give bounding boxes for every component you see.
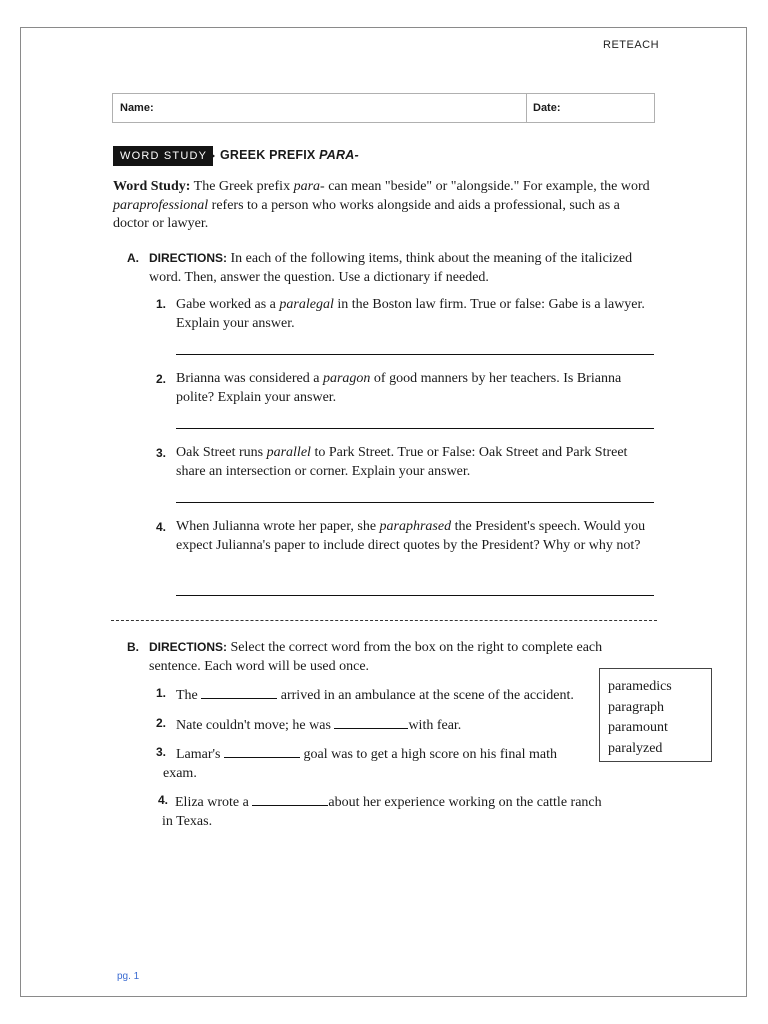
reteach-label: RETEACH: [603, 39, 660, 51]
page-number: pg. 1: [117, 971, 140, 982]
b-item-1-text: The arrived in an ambulance at the scene of the accident.: [176, 684, 606, 706]
tag-arrow-icon: [207, 150, 215, 162]
word-bank-item: paramedics: [608, 679, 672, 694]
a-item-2-number: 2.: [156, 372, 167, 386]
a-item-4-answer-line[interactable]: [176, 595, 654, 596]
b-item-2-number: 2.: [156, 716, 167, 730]
b-item-4-text: Eliza wrote a about her experience working on the cattle ranch in Texas.: [162, 791, 602, 831]
heading-italic: PARA-: [319, 148, 359, 162]
a-item-3-number: 3.: [156, 446, 167, 460]
word-bank-item: paralyzed: [608, 740, 663, 756]
intro-lead: Word Study:: [113, 179, 191, 194]
a-item-2-text: Brianna was considered a paragon of good manners by her teachers. Is Brianna polite? Explain your answer.: [176, 371, 622, 405]
a-item-4-text: When Julianna wrote her paper, she paraphrased the President's speech. Would you expect Julianna's paper to include direct quotes by the President? Why or why not?: [176, 519, 646, 553]
date-label: Date:: [533, 102, 561, 114]
a-item-1-number: 1.: [156, 297, 167, 311]
b-item-1-number: 1.: [156, 686, 167, 700]
a-item-1-answer-line[interactable]: [176, 354, 654, 355]
b-item-3-number: 3.: [156, 745, 167, 759]
b-item-4-number: 4.: [158, 793, 169, 807]
word-study-tag: WORD STUDY: [113, 146, 213, 166]
section-divider: [111, 620, 657, 621]
page-border: [20, 27, 747, 997]
b-item-3-text: Lamar's goal was to get a high score on his final math exam.: [163, 743, 563, 783]
name-date-box: [112, 93, 655, 123]
a-item-1-text: Gabe worked as a paralegal in the Boston law firm. True or false: Gabe is a lawyer. Explain your answer.: [176, 297, 645, 331]
a-item-2-answer-line[interactable]: [176, 428, 654, 429]
a-item-4-number: 4.: [156, 520, 167, 534]
b-item-2-text: Nate couldn't move; he was with fear.: [176, 714, 596, 736]
section-a-letter: A.: [127, 251, 139, 265]
section-b-directions: DIRECTIONS: Select the correct word from the box on the right to complete each sentence. Each word will be used once.: [149, 640, 603, 674]
a-item-3-text: Oak Street runs parallel to Park Street. True or False: Oak Street and Park Street share an intersection or corner. Explain your answer.: [176, 445, 628, 479]
section-b-letter: B.: [127, 640, 139, 654]
a-item-3-answer-line[interactable]: [176, 502, 654, 503]
intro-paragraph: Word Study: The Greek prefix para- can mean "beside" or "alongside." For example, the word paraprofessional refers to a person who works alongside and aids a professional, such as a doctor or lawyer.: [113, 179, 650, 231]
heading-text: GREEK PREFIX: [220, 148, 320, 162]
word-bank-item: paragraph: [608, 699, 664, 715]
word-bank-item: paramount: [608, 720, 668, 735]
b-item-4-blank[interactable]: [252, 791, 328, 806]
name-label: Name:: [120, 102, 154, 114]
b-item-3-blank[interactable]: [224, 743, 300, 758]
word-bank-box: [599, 668, 712, 762]
section-heading: [220, 148, 359, 162]
section-a-directions: DIRECTIONS: In each of the following items, think about the meaning of the italicized word. Then, answer the question. Use a dictionary if needed.: [149, 251, 633, 285]
b-item-1-blank[interactable]: [201, 684, 277, 699]
b-item-2-blank[interactable]: [334, 714, 408, 729]
